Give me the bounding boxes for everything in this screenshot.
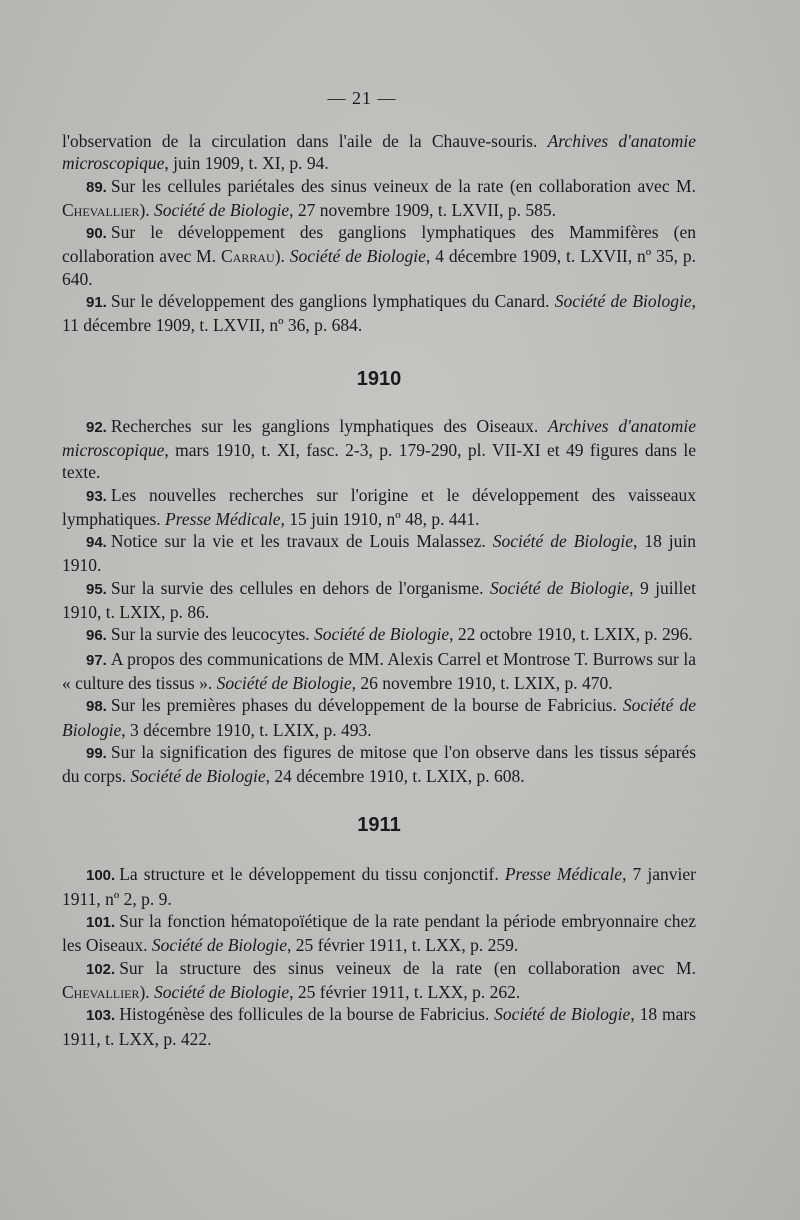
entry-journal: Presse Médicale [165,508,281,529]
bibliography-entry [62,175,696,222]
entry-journal: Société de Biologie [494,1004,631,1025]
bibliography-entry [62,863,696,910]
bibliography-entry [62,623,696,647]
entry-title: Sur les cellules pariétales des sinus veineux de la rate (en collaboration avec M. [110,175,696,196]
entry-journal: Société de Biologie [151,935,288,956]
entries-1909 [62,175,696,337]
entry-number: 92. [86,418,107,436]
entry-details: , mars 1910, t. XI, fasc. 2-3, p. 179-290, pl. VII-XI et 49 figures dans le texte. [62,439,696,483]
entry-journal: Société de Biologie [154,981,290,1002]
bibliography-entry [62,648,696,695]
entry-journal: Presse Médicale [504,864,623,885]
entry-title: Sur la fonction hématopoïétique de la rate pendant la période embryonnaire chez les Oiseaux. [62,911,696,956]
entry-title: Sur le développement des ganglions lymphatiques des Mammifères (en collaboration avec M. [62,222,696,267]
entry-details: , 26 novembre 1910, t. LXIX, p. 470. [351,672,613,693]
entry-title: Les nouvelles recherches sur l'origine et le développement des vaisseaux lymphatiques. [62,484,696,529]
entry-number: 100. [86,867,116,885]
bibliography-entry [62,1003,696,1050]
entry-details: , 3 décembre 1910, t. LXIX, p. 493. [121,719,372,740]
entries-1910 [62,415,696,788]
bibliography-entry [62,530,696,577]
entry-details: , 25 février 1911, t. LXX, p. 262. [289,981,521,1002]
entry-journal: Société de Biologie [130,766,266,787]
entry-journal: Archives d'anatomie microscopique [62,415,696,460]
entry-title: Sur la survie des leucocytes. [110,624,314,645]
entry-title: Sur la signification des figures de mitose que l'on observe dans les tissus séparés du corps. [62,741,696,787]
entry-number: 96. [86,627,107,645]
entry-title: Sur la survie des cellules en dehors de l'organisme. [110,577,490,598]
entry-title: Notice sur la vie et les travaux de Louis Malassez. [110,531,493,552]
entry-journal: Société de Biologie [314,624,450,645]
entry-journal: Société de Biologie [554,291,692,312]
entry-number: 95. [86,580,107,598]
entry-punctuation: ). [139,981,155,1002]
entry-text: l'observation de la circulation dans l'aile de la Chauve-souris. [62,131,548,151]
entry-journal: Société de Biologie [289,246,426,267]
entry-details: , 7 janvier 1911, nº 2, p. 9. [62,864,696,909]
entry-details: , 22 octobre 1910, t. LXIX, p. 296. [449,624,693,645]
bibliography-entry [62,484,696,531]
entry-details: , juin 1909, t. XI, p. 94. [164,153,329,174]
bibliography-entry [62,577,696,624]
bibliography-entry [62,415,696,484]
entry-number: 98. [86,698,107,716]
bibliography-entry [62,957,696,1004]
entry-punctuation: ). [139,199,155,220]
entry-details: , 27 novembre 1909, t. LXVII, p. 585. [289,199,556,220]
entry-number: 101. [86,914,116,932]
entries-1911 [62,863,696,1049]
entry-coauthor: Carrau [221,246,275,267]
entry-title: La structure et le développement du tissu conjonctif. [119,864,505,885]
entry-details: , 11 décembre 1909, t. LXVII, nº 36, p. 684. [62,291,696,336]
entry-journal: Société de Biologie [154,199,290,220]
entry-journal: Société de Biologie [62,695,696,740]
year-heading-1911: 1911 [357,814,401,837]
entry-number: 99. [86,744,107,762]
entry-details: , 18 juin 1910. [62,531,696,576]
entry-title: Sur les premières phases du développement de la bourse de Fabricius. [110,695,623,716]
year-heading-1910: 1910 [356,367,402,390]
entry-title: Recherches sur les ganglions lymphatiques des Oiseaux. [110,415,549,436]
entry-journal: Société de Biologie [492,531,633,552]
entry-number: 91. [86,294,107,312]
entry-title: A propos des communications de MM. Alexis Carrel et Montrose T. Burrows sur la « culture des tissus ». [62,648,696,693]
entry-details: , 9 juillet 1910, t. LXIX, p. 86. [62,577,696,623]
entry-coauthor: Chevallier [62,199,140,220]
bibliography-entry [62,694,696,741]
entry-coauthor: Chevallier [62,981,140,1002]
entry-details: , 25 février 1911, t. LXX, p. 259. [287,935,519,956]
continuation-entry [62,130,696,175]
entry-journal: Société de Biologie [216,672,352,693]
entry-journal: Société de Biologie [489,577,630,598]
entry-title: Sur la structure des sinus veineux de la rate (en collaboration avec M. [119,957,696,978]
entry-title: Histogénèse des follicules de la bourse de Fabricius. [119,1004,495,1025]
entry-number: 97. [86,651,107,669]
entry-title: Sur le développement des ganglions lymphatiques du Canard. [110,291,555,312]
page-number: — 21 — [327,88,397,108]
bibliography-entry [62,741,696,788]
entry-number: 103. [86,1007,116,1025]
entry-details: , 15 juin 1910, nº 48, p. 441. [280,508,480,529]
entry-details: , 18 mars 1911, t. LXX, p. 422. [62,1004,696,1049]
entry-number: 102. [86,960,116,978]
bibliography-entry [62,221,696,290]
bibliography-entry [62,910,696,957]
entry-punctuation: ). [274,246,290,267]
entry-number: 90. [86,225,107,243]
entry-number: 89. [86,178,107,196]
entry-details: , 4 décembre 1909, t. LXVII, nº 35, p. 640. [62,246,696,289]
entry-details: , 24 décembre 1910, t. LXIX, p. 608. [265,766,525,787]
entry-journal: Archives d'anatomie microscopique [62,131,696,174]
bibliography-top [62,130,696,1050]
entry-number: 94. [86,534,107,552]
bibliography-entry [62,290,696,337]
entry-number: 93. [86,487,107,505]
